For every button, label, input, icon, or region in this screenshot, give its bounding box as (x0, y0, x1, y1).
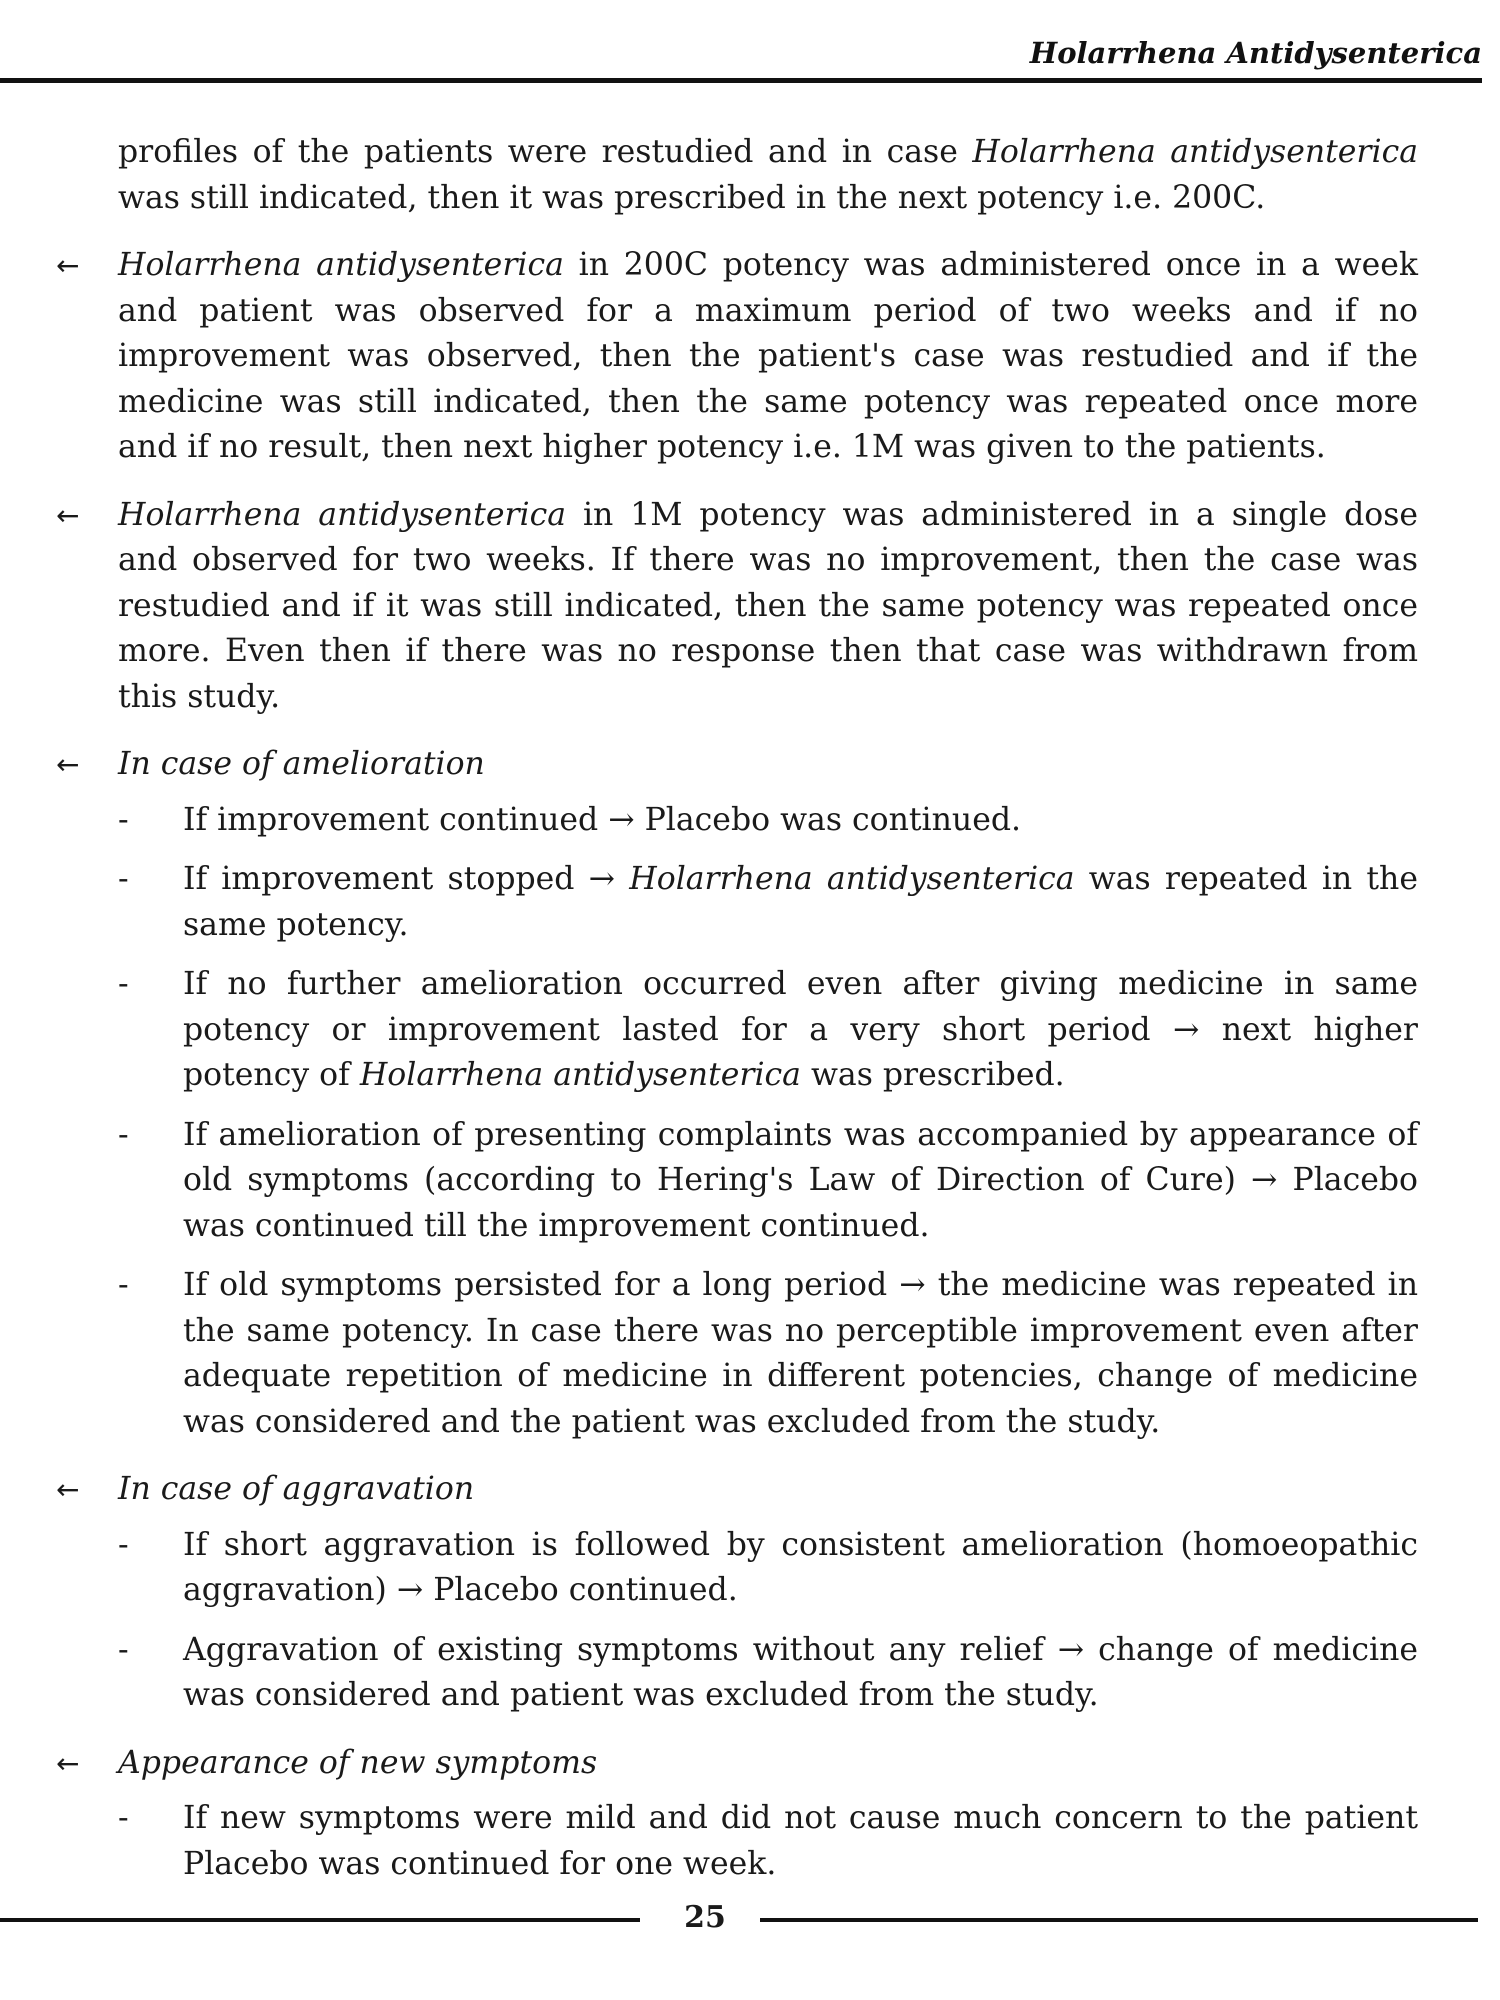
left-arrow-icon: ← (56, 498, 80, 532)
list-item (118, 962, 1418, 1099)
text: If improvement continued (183, 801, 609, 838)
header-rule (0, 78, 1482, 83)
italic-text: Holarrhena antidysenterica (629, 861, 1075, 897)
right-arrow-icon: → (396, 1572, 424, 1608)
right-arrow-icon: → (1172, 1011, 1200, 1048)
heading-aggravation (56, 1467, 1418, 1513)
dash-bullet: - (118, 966, 129, 1002)
heading-new-symptoms (56, 1741, 1418, 1787)
text: was prescribed. (800, 1057, 1065, 1093)
page-body (0, 130, 1500, 1887)
left-arrow-icon: ← (56, 1473, 80, 1506)
dash-bullet: - (118, 1631, 129, 1668)
text: If old symptoms persisted for a long period (183, 1267, 900, 1303)
text: Placebo continued. (423, 1572, 738, 1608)
text: was still indicated, then it was prescribed in the next potency i.e. 200C. (118, 179, 1266, 216)
text: Aggravation of existing symptoms without any relief (183, 1631, 1058, 1668)
running-header-title: Holarrhena Antidysenterica (1029, 36, 1482, 70)
left-arrow-icon: ← (56, 1746, 80, 1780)
dash-bullet: - (118, 1116, 129, 1153)
section-heading: In case of aggravation (118, 1471, 475, 1507)
text: in 200C potency was administered once in a week and patient was observed for a maximum period of two weeks and if no improvement was observed, then the patient's case was restudied and if the medicine was still indicated, then the same potency was repeated once more and if no result, then next higher potency i.e. 1M was given to the patients. (118, 247, 1418, 465)
paragraph-200c (56, 243, 1418, 471)
text: If improvement stopped (183, 861, 589, 897)
right-arrow-icon: → (588, 861, 616, 897)
text: If amelioration of presenting complaints was accompanied by appearance of old symptoms (according to Hering's Law of Direction of Cure) (183, 1116, 1418, 1198)
right-arrow-icon: → (899, 1267, 926, 1303)
italic-text: Holarrhena antidysenterica (118, 496, 567, 533)
text: the medicine was repeated in the same potency. In case there was no perceptible improvement even after adequate repetition of medicine in different potencies, change of medicine was considered and the patient was excluded from the study. (183, 1267, 1418, 1440)
footer-rule-right (760, 1918, 1478, 1922)
right-arrow-icon: → (608, 801, 635, 838)
dash-bullet: - (118, 1526, 129, 1563)
dash-bullet: - (118, 801, 129, 838)
text: Placebo was continued. (634, 801, 1022, 838)
right-arrow-icon: → (1057, 1631, 1085, 1668)
list-item (118, 1628, 1418, 1719)
left-arrow-icon: ← (56, 748, 80, 781)
text: Placebo was continued till the improvement continued. (183, 1162, 1419, 1244)
section-heading: Appearance of new symptoms (118, 1744, 598, 1781)
italic-text: Holarrhena antidysenterica (972, 134, 1418, 170)
list-item (118, 798, 1418, 844)
italic-text: Holarrhena antidysenterica (359, 1057, 801, 1093)
list-item (118, 1523, 1418, 1614)
italic-text: Holarrhena antidysenterica (118, 247, 564, 283)
text: change of medicine was considered and patient was excluded from the study. (183, 1631, 1418, 1713)
text: profiles of the patients were restudied and in case (118, 134, 973, 170)
dash-bullet: - (118, 861, 129, 897)
text: in 1M potency was administered in a single dose and observed for two weeks. If there was no improvement, then the case was restudied and if it was still indicated, then the same potency was repeated once more. Even then if there was no response then that case was withdrawn from this study. (118, 496, 1419, 715)
list-item (118, 857, 1418, 948)
page-number: 25 (684, 1900, 726, 1935)
text: If short aggravation is followed by consistent amelioration (homoeopathic aggravation) (183, 1526, 1418, 1608)
text: If new symptoms were mild and did not cause much concern to the patient Placebo was continued for one week. (183, 1800, 1418, 1882)
list-item (118, 1113, 1419, 1250)
dash-bullet: - (118, 1267, 129, 1303)
paragraph-continuation (118, 130, 1418, 221)
dash-bullet: - (118, 1800, 129, 1836)
paragraph-1m (56, 493, 1419, 721)
heading-amelioration (56, 742, 1418, 788)
section-heading: In case of amelioration (118, 746, 485, 782)
text: was repeated in the same potency. (183, 861, 1418, 943)
right-arrow-icon: → (1251, 1162, 1278, 1198)
text: If no further amelioration occurred even after giving medicine in same potency or improvement lasted for a very short period (183, 966, 1418, 1048)
list-item (118, 1796, 1418, 1887)
left-arrow-icon: ← (56, 249, 80, 282)
footer-rule-left (0, 1918, 640, 1922)
text: next higher potency of (183, 1011, 1418, 1093)
list-item (118, 1263, 1418, 1445)
